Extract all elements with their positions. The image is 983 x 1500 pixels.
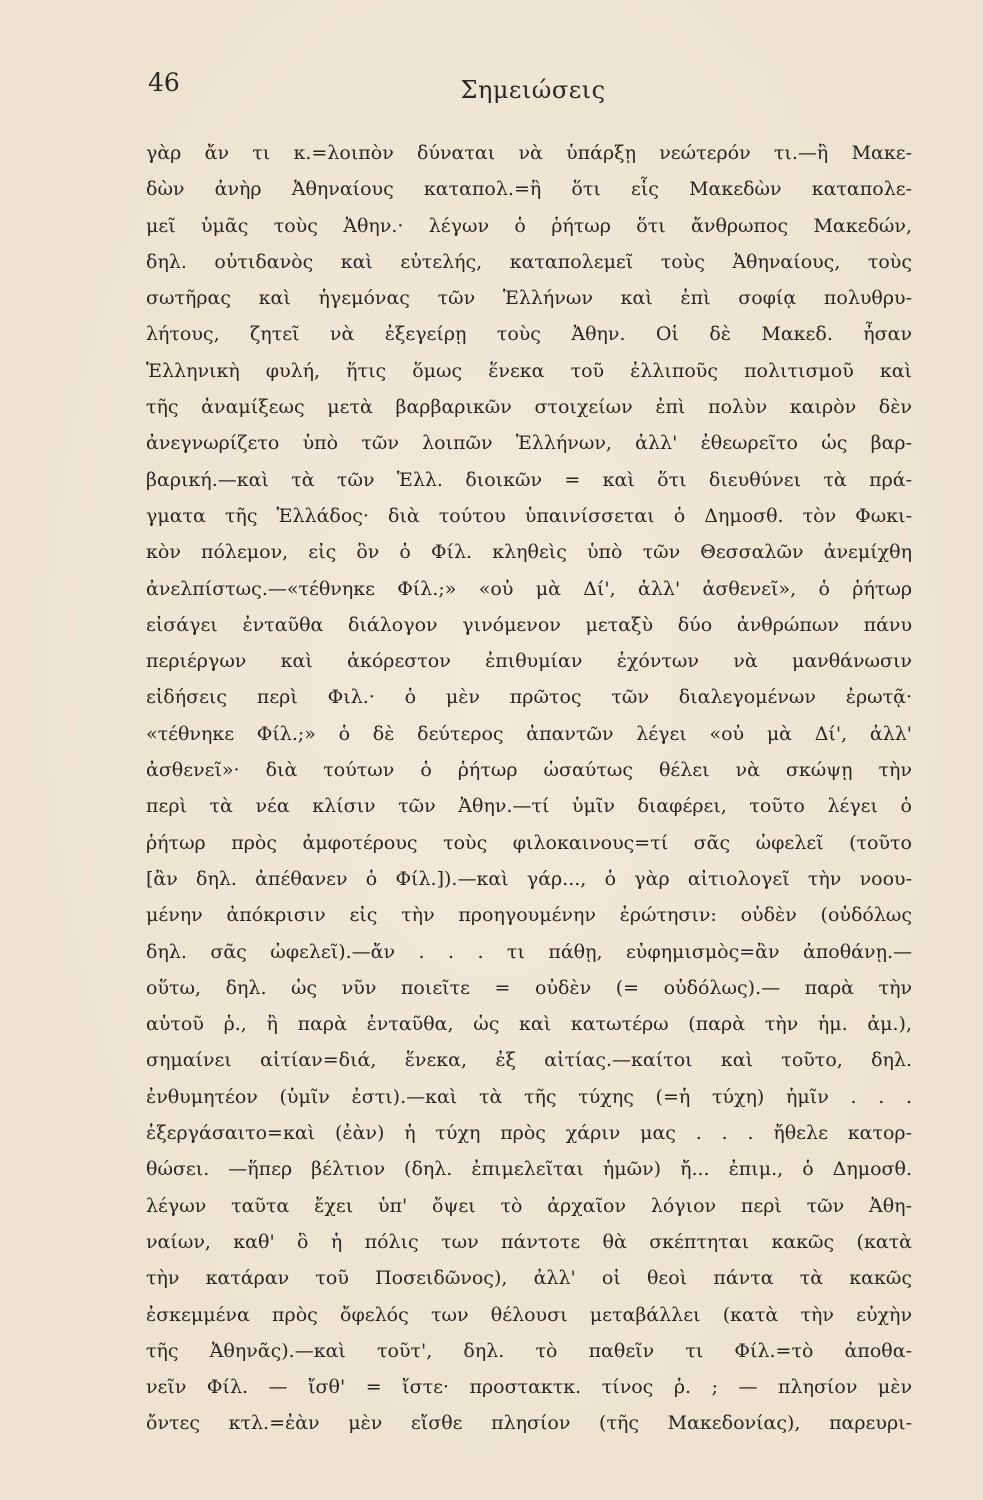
- text-line: ἐξεργάσαιτο=καὶ (ἐὰν) ἡ τύχη πρὸς χάριν μας . . . ἤθελε κατορ-: [146, 1122, 912, 1145]
- text-line: σημαίνει αἰτίαν=διά, ἕνεκα, ἐξ αἰτίας.—καίτοι καὶ τοῦτο, δηλ.: [146, 1049, 912, 1072]
- text-line: κὸν πόλεμον, εἰς ὃν ὁ Φίλ. κληθεὶς ὑπὸ τῶν Θεσσαλῶν ἀνεμίχθη: [146, 541, 912, 564]
- text-line: λήτους, ζητεῖ νὰ ἐξεγείρῃ τοὺς Ἀθην. Οἱ δὲ Μακεδ. ἦσαν: [146, 323, 912, 346]
- page-number: 46: [148, 68, 180, 97]
- text-line: γὰρ ἄν τι κ.=λοιπὸν δύναται νὰ ὑπάρξῃ νεώτερόν τι.—ἢ Μακε-: [146, 142, 912, 164]
- text-line: δὼν ἀνὴρ Ἀθηναίους καταπολ.=ἢ ὅτι εἷς Μακεδὼν καταπολε-: [146, 178, 912, 201]
- text-line: περιέργων καὶ ἀκόρεστον ἐπιθυμίαν ἐχόντων νὰ μανθάνωσιν: [146, 650, 912, 673]
- text-line: τῆς ἀναμίξεως μετὰ βαρβαρικῶν στοιχείων ἐπὶ πολὺν καιρὸν δὲν: [146, 396, 912, 419]
- text-line: περὶ τὰ νέα κλίσιν τῶν Ἀθην.—τί ὑμῖν διαφέρει, τοῦτο λέγει ὁ: [146, 795, 912, 818]
- text-line: ῥήτωρ πρὸς ἀμφοτέρους τοὺς φιλοκαινους=τί σᾶς ὠφελεῖ (τοῦτο: [146, 831, 912, 854]
- text-line: ἀνελπίστως.—«τέθνηκε Φίλ.;» «οὐ μὰ Δί', ἀλλ' ἀσθενεῖ», ὁ ῥήτωρ: [146, 577, 912, 600]
- text-line: ἀνεγνωρίζετο ὑπὸ τῶν λοιπῶν Ἑλλήνων, ἀλλ' ἐθεωρεῖτο ὡς βαρ-: [146, 432, 912, 455]
- text-line: θώσει. —ἥπερ βέλτιον (δηλ. ἐπιμελεῖται ἡμῶν) ἤ... ἐπιμ., ὁ Δημοσθ.: [146, 1158, 912, 1181]
- running-title: Σημειώσεις: [460, 76, 606, 104]
- commentary-text: [146, 135, 912, 1442]
- text-line: εἰδήσεις περὶ Φιλ.· ὁ μὲν πρῶτος τῶν διαλεγομένων ἐρωτᾷ·: [146, 686, 912, 709]
- text-line: τῆς Ἀθηνᾶς).—καὶ τοῦτ', δηλ. τὸ παθεῖν τι Φίλ.=τὸ ἀποθα-: [146, 1339, 912, 1362]
- text-line: σωτῆρας καὶ ἡγεμόνας τῶν Ἑλλήνων καὶ ἐπὶ σοφίᾳ πολυθρυ-: [146, 287, 912, 310]
- text-line: γματα τῆς Ἑλλάδος· διὰ τούτου ὑπαινίσσεται ὁ Δημοσθ. τὸν Φωκι-: [146, 504, 912, 527]
- text-line: ἐσκεμμένα πρὸς ὄφελός των θέλουσι μεταβάλλει (κατὰ τὴν εὐχὴν: [146, 1303, 912, 1326]
- text-line: νεῖν Φίλ. — ἴσθ' = ἴστε· προστακτκ. τίνος ῥ. ; — πλησίον μὲν: [146, 1376, 912, 1399]
- text-line: ναίων, καθ' ὃ ἡ πόλις των πάντοτε θὰ σκέπτηται κακῶς (κατὰ: [146, 1230, 912, 1253]
- text-line: δηλ. οὐτιδανὸς καὶ εὐτελής, καταπολεμεῖ τοὺς Ἀθηναίους, τοὺς: [146, 250, 912, 273]
- text-line: βαρική.—καὶ τὰ τῶν Ἑλλ. διοικῶν = καὶ ὅτι διευθύνει τὰ πρά-: [146, 468, 912, 491]
- text-line: Ἑλληνικὴ φυλή, ἥτις ὅμως ἕνεκα τοῦ ἐλλιποῦς πολιτισμοῦ καὶ: [146, 359, 912, 382]
- text-line: τὴν κατάραν τοῦ Ποσειδῶνος), ἀλλ' οἱ θεοὶ πάντα τὰ κακῶς: [146, 1267, 912, 1290]
- page-header: [148, 68, 918, 108]
- text-line: λέγων ταῦτα ἔχει ὑπ' ὄψει τὸ ἀρχαῖον λόγιον περὶ τῶν Ἀθη-: [146, 1194, 912, 1217]
- text-line: μένην ἀπόκρισιν εἰς τὴν προηγουμένην ἐρώτησιν: οὐδὲν (οὐδόλως: [146, 904, 912, 927]
- text-line: ἐνθυμητέον (ὑμῖν ἐστι).—καὶ τὰ τῆς τύχης (=ἡ τύχη) ἡμῖν . . .: [146, 1085, 912, 1108]
- text-line: αὑτοῦ ῥ., ἢ παρὰ ἐνταῦθα, ὡς καὶ κατωτέρω (παρὰ τὴν ἡμ. ἀμ.),: [146, 1013, 912, 1036]
- text-line: οὕτω, δηλ. ὡς νῦν ποιεῖτε = οὐδὲν (= οὐδόλως).— παρὰ τὴν: [146, 976, 912, 999]
- text-line: εἰσάγει ἐνταῦθα διάλογον γινόμενον μεταξὺ δύο ἀνθρώπων πάνυ: [146, 613, 912, 636]
- text-line: [ἂν δηλ. ἀπέθανεν ὁ Φίλ.]).—καὶ γάρ..., ὁ γὰρ αἰτιολογεῖ τὴν νοου-: [146, 867, 912, 890]
- text-line: ἀσθενεῖ»· διὰ τούτων ὁ ῥήτωρ ὡσαύτως θέλει νὰ σκώψῃ τὴν: [146, 759, 912, 782]
- text-line: δηλ. σᾶς ὠφελεῖ).—ἄν . . . τι πάθῃ, εὐφημισμὸς=ἂν ἀποθάνῃ.—: [146, 940, 912, 963]
- text-line: μεῖ ὑμᾶς τοὺς Ἀθην.· λέγων ὁ ῥήτωρ ὅτι ἄνθρωπος Μακεδών,: [146, 214, 912, 237]
- text-line: «τέθνηκε Φίλ.;» ὁ δὲ δεύτερος ἀπαντῶν λέγει «οὐ μὰ Δί', ἀλλ': [146, 722, 912, 745]
- text-line: ὄντες κτλ.=ἐὰν μὲν εἴσθε πλησίον (τῆς Μακεδονίας), παρευρι-: [146, 1412, 912, 1435]
